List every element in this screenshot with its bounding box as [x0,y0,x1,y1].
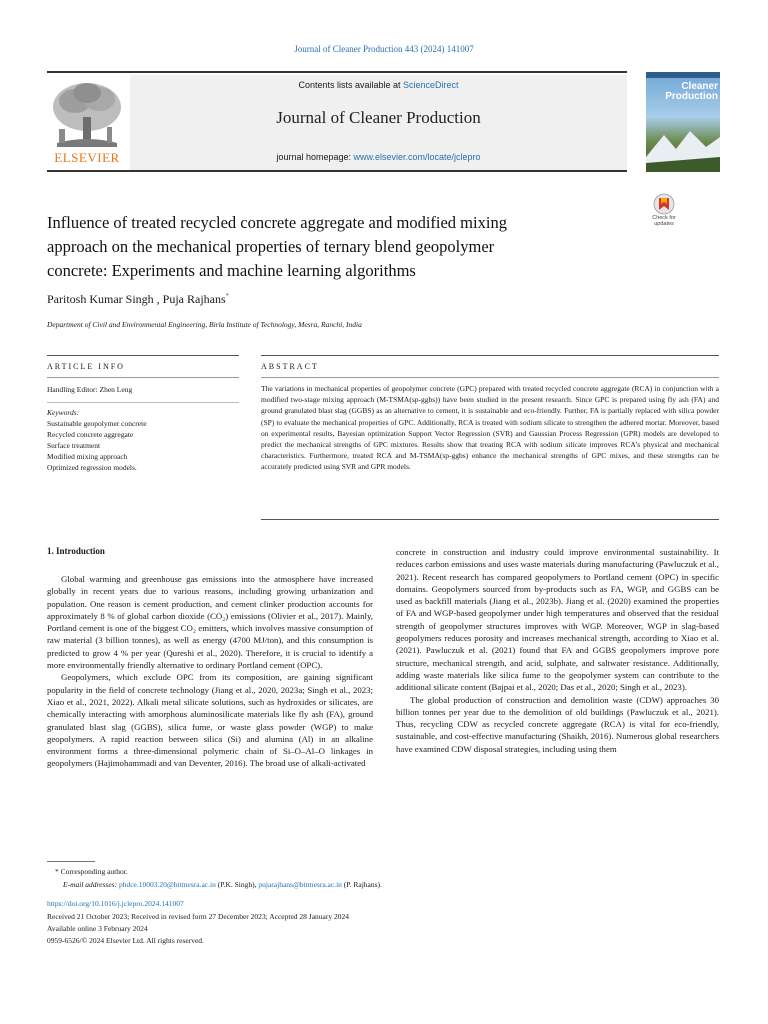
homepage-link[interactable]: www.elsevier.com/locate/jclepro [353,152,481,162]
cover-title [650,82,718,102]
keyword-item: Recycled concrete aggregate [47,430,134,439]
journal-citation[interactable]: Journal of Cleaner Production 443 (2024) 141007 [294,44,474,54]
email-label: E-mail addresses: [63,880,119,889]
publisher-wordmark: ELSEVIER [54,150,120,165]
cover-title-line1: Cleaner [681,81,718,92]
header-rule-bottom [47,170,627,172]
available-online: Available online 3 February 2024 [47,924,148,933]
header-rule-top [47,71,627,73]
sciencedirect-link[interactable]: ScienceDirect [403,80,459,90]
cover-title-line2: Production [665,91,718,102]
section-heading-introduction: 1. Introduction [47,546,105,556]
email-line [63,879,382,890]
article-info-rule [47,355,239,356]
corresponding-mark[interactable]: * [225,292,230,300]
corresponding-author-note: * Corresponding author. [55,867,128,876]
body-column-right [396,546,719,755]
article-title [47,211,617,283]
journal-cover-image[interactable] [646,72,720,172]
title-line-1: Influence of treated recycled concrete aggregate and modified mixing [47,213,507,232]
doi-text[interactable]: https://doi.org/10.1016/j.jclepro.2024.141007 [47,899,184,908]
keywords-rule [47,402,239,403]
keyword-item: Surface treatment [47,441,101,450]
check-for-updates-badge[interactable] [647,193,681,231]
cover-mountain-icon [646,127,720,172]
abstract-bottom-rule [261,519,719,520]
intro-paragraph-2: Geopolymers, which exclude OPC from its composition, are gaining significant popularity in the field of concrete technology (Jiang et al., 2020, 2023a; Singh et al., 2023; Xiao et al., 2021, 2022). Alkali metal silicate solutions, such as hydroxides or silicates, are chemically interacting with amorphous aluminosilicate materials like fly ash (FA), ground granulated blast slag (GGBS), silica fume, or waste glass powder (WGP) to make geopolymers. A rapid reaction between silica (Si) and alumina (Al) in an alkaline environment forms a three-dimensional polymeric chain of Si–O–Al–O linkages in geopolymers (Hajimohammadi and van Deventer, 2016). The broad use of alkali-activated [47,672,373,769]
keyword-item: Sustainable geopolymer concrete [47,419,147,428]
abstract-subrule [261,377,719,378]
copyright-line: 0959-6526/© 2024 Elsevier Ltd. All rights reserved. [47,936,204,945]
affiliation: Department of Civil and Environmental Engineering, Birla Institute of Technology, Mesra, Ranchi, India [47,320,362,329]
keywords-block [47,407,239,473]
title-line-3: concrete: Experiments and machine learning algorithms [47,261,416,280]
intro-paragraph-4: The global production of construction and demolition waste (CDW) approaches 30 billion tonnes per year due to the demolition of old buildings (Pawluczuk et al., 2021). Thus, recycling CDW as recycled concrete aggregate (RCA) is vital for eco-friendly, sustainable, and cost-effective manufacturing (Shaikh, 2016). Numerous global researchers have examined CDW disposal strategies, including using them [396,694,719,754]
footnote-rule [47,861,95,862]
article-info-subrule [47,377,239,378]
title-line-2: approach on the mechanical properties of ternary blend geopolymer [47,237,495,256]
author-1[interactable]: Paritosh Kumar Singh [47,292,154,306]
badge-text-1: Check for [652,215,676,221]
cover-band [646,72,720,78]
intro-paragraph-1: Global warming and greenhouse gas emissions into the atmosphere have increased globally in recent years due to various reasons, including growing urbanization and population. One reason is cement production, and cement clinker production accounts for approximately 8 % of global carbon dioxide (CO₂) emissions (Olivier et al., 2017). Mainly, Portland cement is one of the biggest CO₂ emitters, which involves massive consumption of raw material (3 billion tonnes), as well as energy (4700 MJ/ton), and this consumption is predicted to grow 4 % per year (Qureshi et al., 2020). Therefore, it is crucial to identify a more environmentally friendly alternative to ordinary Portland cement (OPC). [47,574,373,671]
journal-title: Journal of Cleaner Production [276,108,481,127]
bookmark-icon [647,193,681,215]
email-owner-1: (P.K. Singh), [215,880,259,889]
intro-paragraph-3: concrete in construction and industry could improve environmental sustainability. It reduces carbon emissions and uses waste materials during manufacturing (Pawluczuk et al., 2021). Recent research has compared geopolymers to Portland cement (OPC) in specific domains. Geopolymers sourced from by-products such as FA, WGP, and GGBS can be used as backfill materials (Jiang et al., 2023b). Jiang et al. (2020) examined the properties of FA and WGP-based geopolymer under high temperatures and observed that the residual strength of geopolymer structures improves with WGP. Moreover, WGP in slag-based geopolymers reduces porosity and increases mechanical strength, according to Xiao et al. (2021). Pawluczuk et al. (2021) found that FA and GGBS geopolymers improve pore structure, mechanical strength, and acid, sulphate, and saltwater resistance. Additionally, adding waste materials like silica fume to the geopolymer system can contribute to the additional silicate content (Bajpai et al., 2020; Das et al., 2020; Singh et al., 2023). [396,547,719,693]
homepage-line [130,152,627,162]
handling-editor: Handling Editor: Zhen Leng [47,385,133,394]
contents-prefix: Contents lists available at [298,80,404,90]
body-column-left [47,573,373,770]
homepage-prefix: journal homepage: [276,152,354,162]
abstract-text: The variations in mechanical properties of geopolymer concrete (GPC) prepared with treated recycled concrete aggregate (RCA) in conjunction with a modified two-stage mixing approach (M-TSMA(sp-ggbs)) have been studied in the present research. Since GPC is prepared using fly ash (FA) and ground granulated blast slag (GGBS) as an alternative to cement, it is sustainable and eco-friendly. Further, FA is partially replaced with silica powder (SP) to evaluate the mechanical properties of GPC. Additionally, RCA is treated with sodium silicate to strengthen the adhered mortar. Moreover, based on experimental results, Bayesian optimization Support Vector Regression (SVR) and Gaussian Process Regression (GPR) models are developed to predict the mechanical strengths of GPC mixtures. Results show that treating RCA with sodium silicate improves RCA's physical and mechanical characteristics. Furthermore, treated RCA and M-TSMA(sp-ggbs) enhance the mechanical strengths of GPC mixes, and these strengths can be accurately predicted using SVR and GPR models. [261,384,719,472]
author-separator: , [153,292,163,306]
keyword-item: Modified mixing approach [47,452,128,461]
contents-line [130,80,627,90]
badge-text-2: updates [654,221,674,227]
abstract-heading: ABSTRACT [261,362,319,371]
abstract-rule [261,355,719,356]
doi-link[interactable] [47,898,184,909]
author-list [47,292,229,307]
badge-label [647,215,681,227]
keyword-item: Optimized regression models. [47,463,137,472]
email-owner-2: (P. Rajhans). [341,880,382,889]
email-link-1[interactable]: phdce.10003.20@bitmesra.ac.in [118,880,216,889]
article-info-heading: ARTICLE INFO [47,362,125,371]
email-link-2[interactable]: pujarajhans@bitmesra.ac.in [258,880,342,889]
author-2[interactable]: Puja Rajhans [162,292,226,306]
received-dates: Received 21 October 2023; Received in revised form 27 December 2023; Accepted 28 January 2024 [47,912,349,921]
keywords-label: Keywords: [47,408,80,417]
